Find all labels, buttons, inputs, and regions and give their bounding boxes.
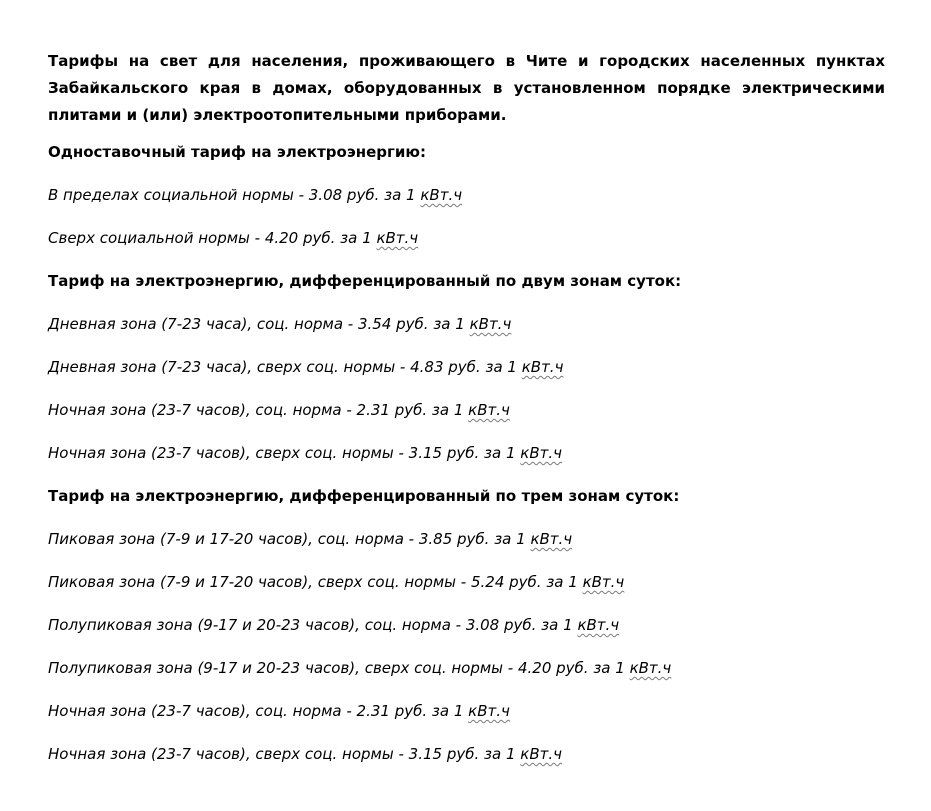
section-heading-two-zone: Тариф на электроэнергию, дифференцированный по двум зонам суток: (48, 272, 682, 290)
intro-paragraph: Тарифы на свет для населения, проживающего в Чите и городских населенных пунктах Забайкальского края в домах, оборудованных в установленном порядке электрическими плитами и (или) электроотопительными приборами. (48, 52, 885, 124)
rate-line (48, 442, 885, 485)
rate-unit: кВт.ч (629, 659, 672, 677)
rate-line (48, 313, 885, 356)
rate-line (48, 657, 885, 700)
rate-line (48, 399, 885, 442)
rate-text: Ночная зона (23-7 часов), сверх соц. нормы - 3.15 руб. за 1 (48, 444, 521, 462)
rate-text: Пиковая зона (7-9 и 17-20 часов), соц. норма - 3.85 руб. за 1 (48, 530, 531, 548)
section-heading-three-zone: Тариф на электроэнергию, дифференцированный по трем зонам суток: (48, 487, 680, 505)
rate-line (48, 227, 885, 270)
rate-line (48, 743, 885, 786)
rate-text: Ночная зона (23-7 часов), соц. норма - 2.31 руб. за 1 (48, 702, 469, 720)
rate-text: Ночная зона (23-7 часов), сверх соц. нормы - 3.15 руб. за 1 (48, 745, 521, 763)
rate-unit: кВт.ч (520, 444, 562, 462)
rate-text: Пиковая зона (7-9 и 17-20 часов), сверх соц. нормы - 5.24 руб. за 1 (48, 573, 583, 591)
rate-unit: кВт.ч (468, 702, 510, 720)
rate-text: Полупиковая зона (9-17 и 20-23 часов), сверх соц. нормы - 4.20 руб. за 1 (48, 659, 630, 677)
rate-unit: кВт.ч (530, 530, 573, 548)
rate-text: Полупиковая зона (9-17 и 20-23 часов), соц. норма - 3.08 руб. за 1 (48, 616, 578, 634)
document-body (48, 48, 885, 786)
rate-line (48, 700, 885, 743)
rate-unit: кВт.ч (420, 186, 463, 204)
rate-line (48, 571, 885, 614)
rate-text: Дневная зона (7-23 часа), соц. норма - 3.54 руб. за 1 (48, 315, 470, 333)
rate-unit: кВт.ч (520, 745, 562, 763)
rate-text: В пределах социальной нормы - 3.08 руб. за 1 (48, 186, 421, 204)
section-heading-single-rate: Одноставочный тариф на электроэнергию: (48, 143, 426, 161)
rate-line (48, 356, 885, 399)
rate-unit: кВт.ч (521, 358, 564, 376)
rate-unit: кВт.ч (577, 616, 620, 634)
rate-unit: кВт.ч (469, 315, 512, 333)
rate-line (48, 184, 885, 227)
rate-line (48, 614, 885, 657)
rate-line (48, 528, 885, 571)
rate-unit: кВт.ч (582, 573, 625, 591)
rate-unit: кВт.ч (468, 401, 510, 419)
rate-text: Дневная зона (7-23 часа), сверх соц. нормы - 4.83 руб. за 1 (48, 358, 522, 376)
rate-text: Сверх социальной нормы - 4.20 руб. за 1 (48, 229, 377, 247)
rate-text: Ночная зона (23-7 часов), соц. норма - 2.31 руб. за 1 (48, 401, 469, 419)
rate-unit: кВт.ч (376, 229, 419, 247)
